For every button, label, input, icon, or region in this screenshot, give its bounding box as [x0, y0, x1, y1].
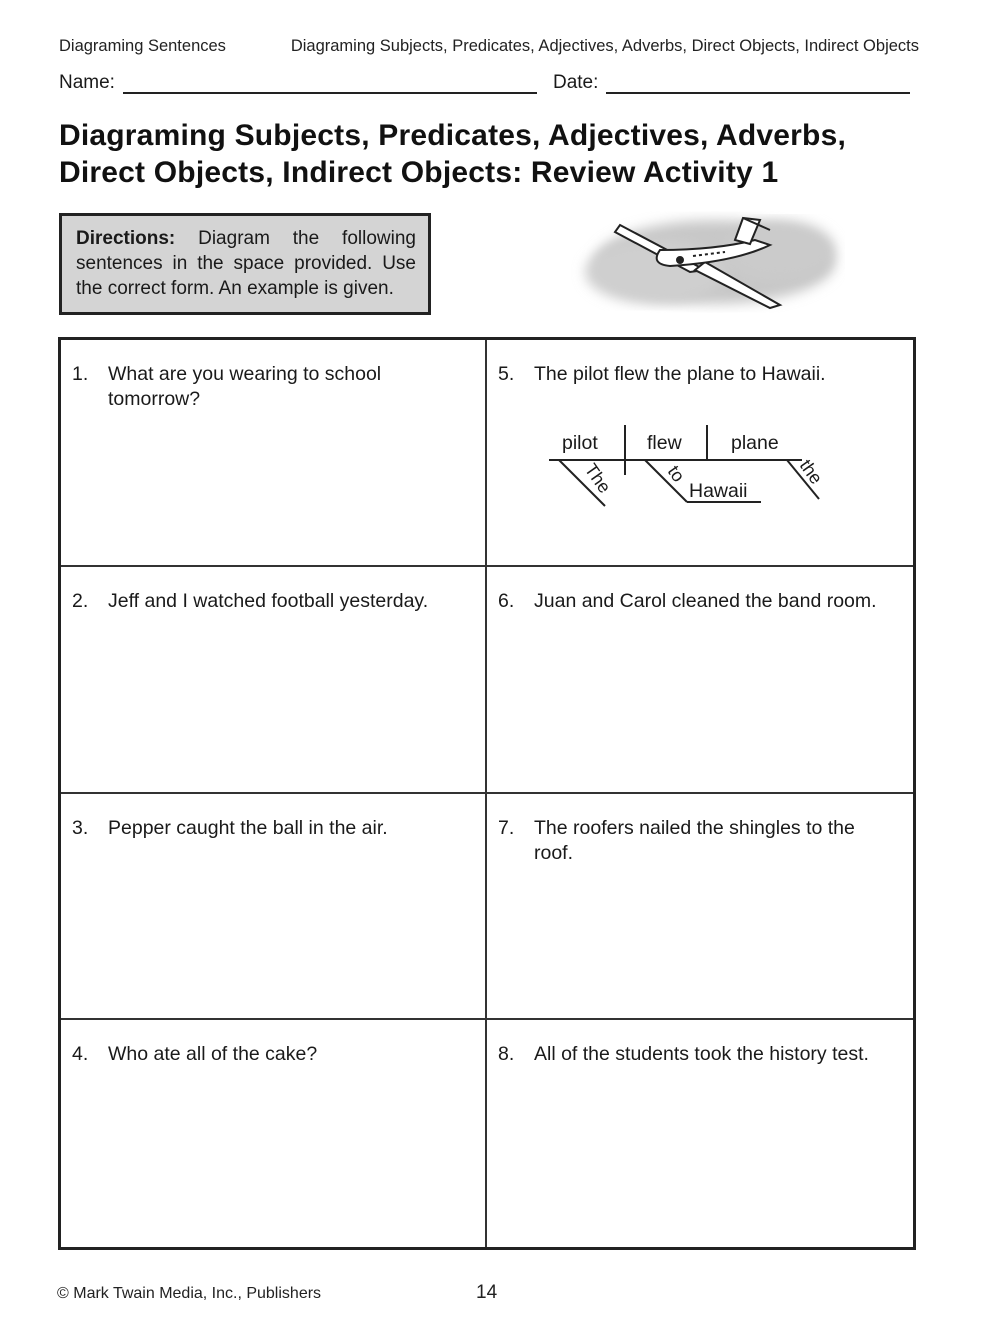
- running-header: [59, 37, 919, 56]
- diagram-preposition: to: [663, 461, 689, 486]
- name-blank-line[interactable]: [123, 74, 537, 94]
- question-text: The roofers nailed the shingles to the roof.: [534, 816, 855, 864]
- question-text: All of the students took the history test.: [534, 1043, 869, 1066]
- question-number: 2.: [72, 589, 89, 612]
- date-blank-line[interactable]: [606, 74, 910, 94]
- question-text: Jeff and I watched football yesterday.: [108, 589, 429, 612]
- title-line-2: Direct Objects, Indirect Objects: Review Activity 1: [59, 156, 779, 189]
- question-text: What are you wearing to school tomorrow?: [108, 363, 382, 410]
- name-label: Name:: [59, 72, 115, 93]
- question-number: 1.: [72, 363, 89, 385]
- question-text: Pepper caught the ball in the air.: [108, 816, 388, 839]
- question-number: 8.: [498, 1043, 515, 1066]
- question-cell-6[interactable]: [487, 567, 913, 794]
- question-cell-7[interactable]: [487, 794, 913, 1021]
- question-number: 7.: [498, 816, 515, 839]
- directions-box: [59, 213, 431, 315]
- question-number: 3.: [72, 816, 89, 839]
- question-number: 4.: [72, 1043, 89, 1066]
- directions-label: Directions:: [76, 228, 176, 249]
- question-number: 5.: [498, 363, 515, 385]
- example-sentence-diagram: [537, 415, 837, 515]
- question-text: Who ate all of the cake?: [108, 1043, 318, 1066]
- page-title: [59, 117, 939, 191]
- question-number: 6.: [498, 589, 515, 612]
- header-left: Diagraming Sentences: [59, 37, 226, 55]
- diagram-verb: flew: [647, 432, 682, 454]
- diagram-subject: pilot: [562, 432, 598, 454]
- question-cell-8[interactable]: [487, 1020, 913, 1247]
- title-line-1: Diagraming Subjects, Predicates, Adjectives, Adverbs,: [59, 119, 846, 152]
- question-cell-3[interactable]: [61, 794, 487, 1021]
- page-number: 14: [476, 1282, 498, 1303]
- diagram-object: plane: [731, 432, 779, 454]
- airplane-illustration: [565, 200, 845, 320]
- diagram-subject-modifier: The: [580, 459, 615, 497]
- name-date-row: [59, 72, 917, 94]
- questions-grid: [58, 337, 916, 1250]
- directions-text: Diagram the following sentences in the space provided. Use the correct form. An example is given.: [76, 228, 416, 299]
- diagram-prep-object: Hawaii: [689, 480, 748, 502]
- question-cell-5[interactable]: [487, 340, 913, 567]
- copyright-notice: © Mark Twain Media, Inc., Publishers: [57, 1285, 322, 1302]
- question-cell-4[interactable]: [61, 1020, 487, 1247]
- diagram-object-modifier: the: [795, 455, 827, 488]
- header-right: Diagraming Subjects, Predicates, Adjectives, Adverbs, Direct Objects, Indirect Objects: [290, 37, 919, 55]
- question-cell-1[interactable]: [61, 340, 487, 567]
- date-label: Date:: [552, 72, 599, 93]
- question-cell-2[interactable]: [61, 567, 487, 794]
- question-text: The pilot flew the plane to Hawaii.: [534, 363, 826, 385]
- question-text: Juan and Carol cleaned the band room.: [534, 589, 877, 612]
